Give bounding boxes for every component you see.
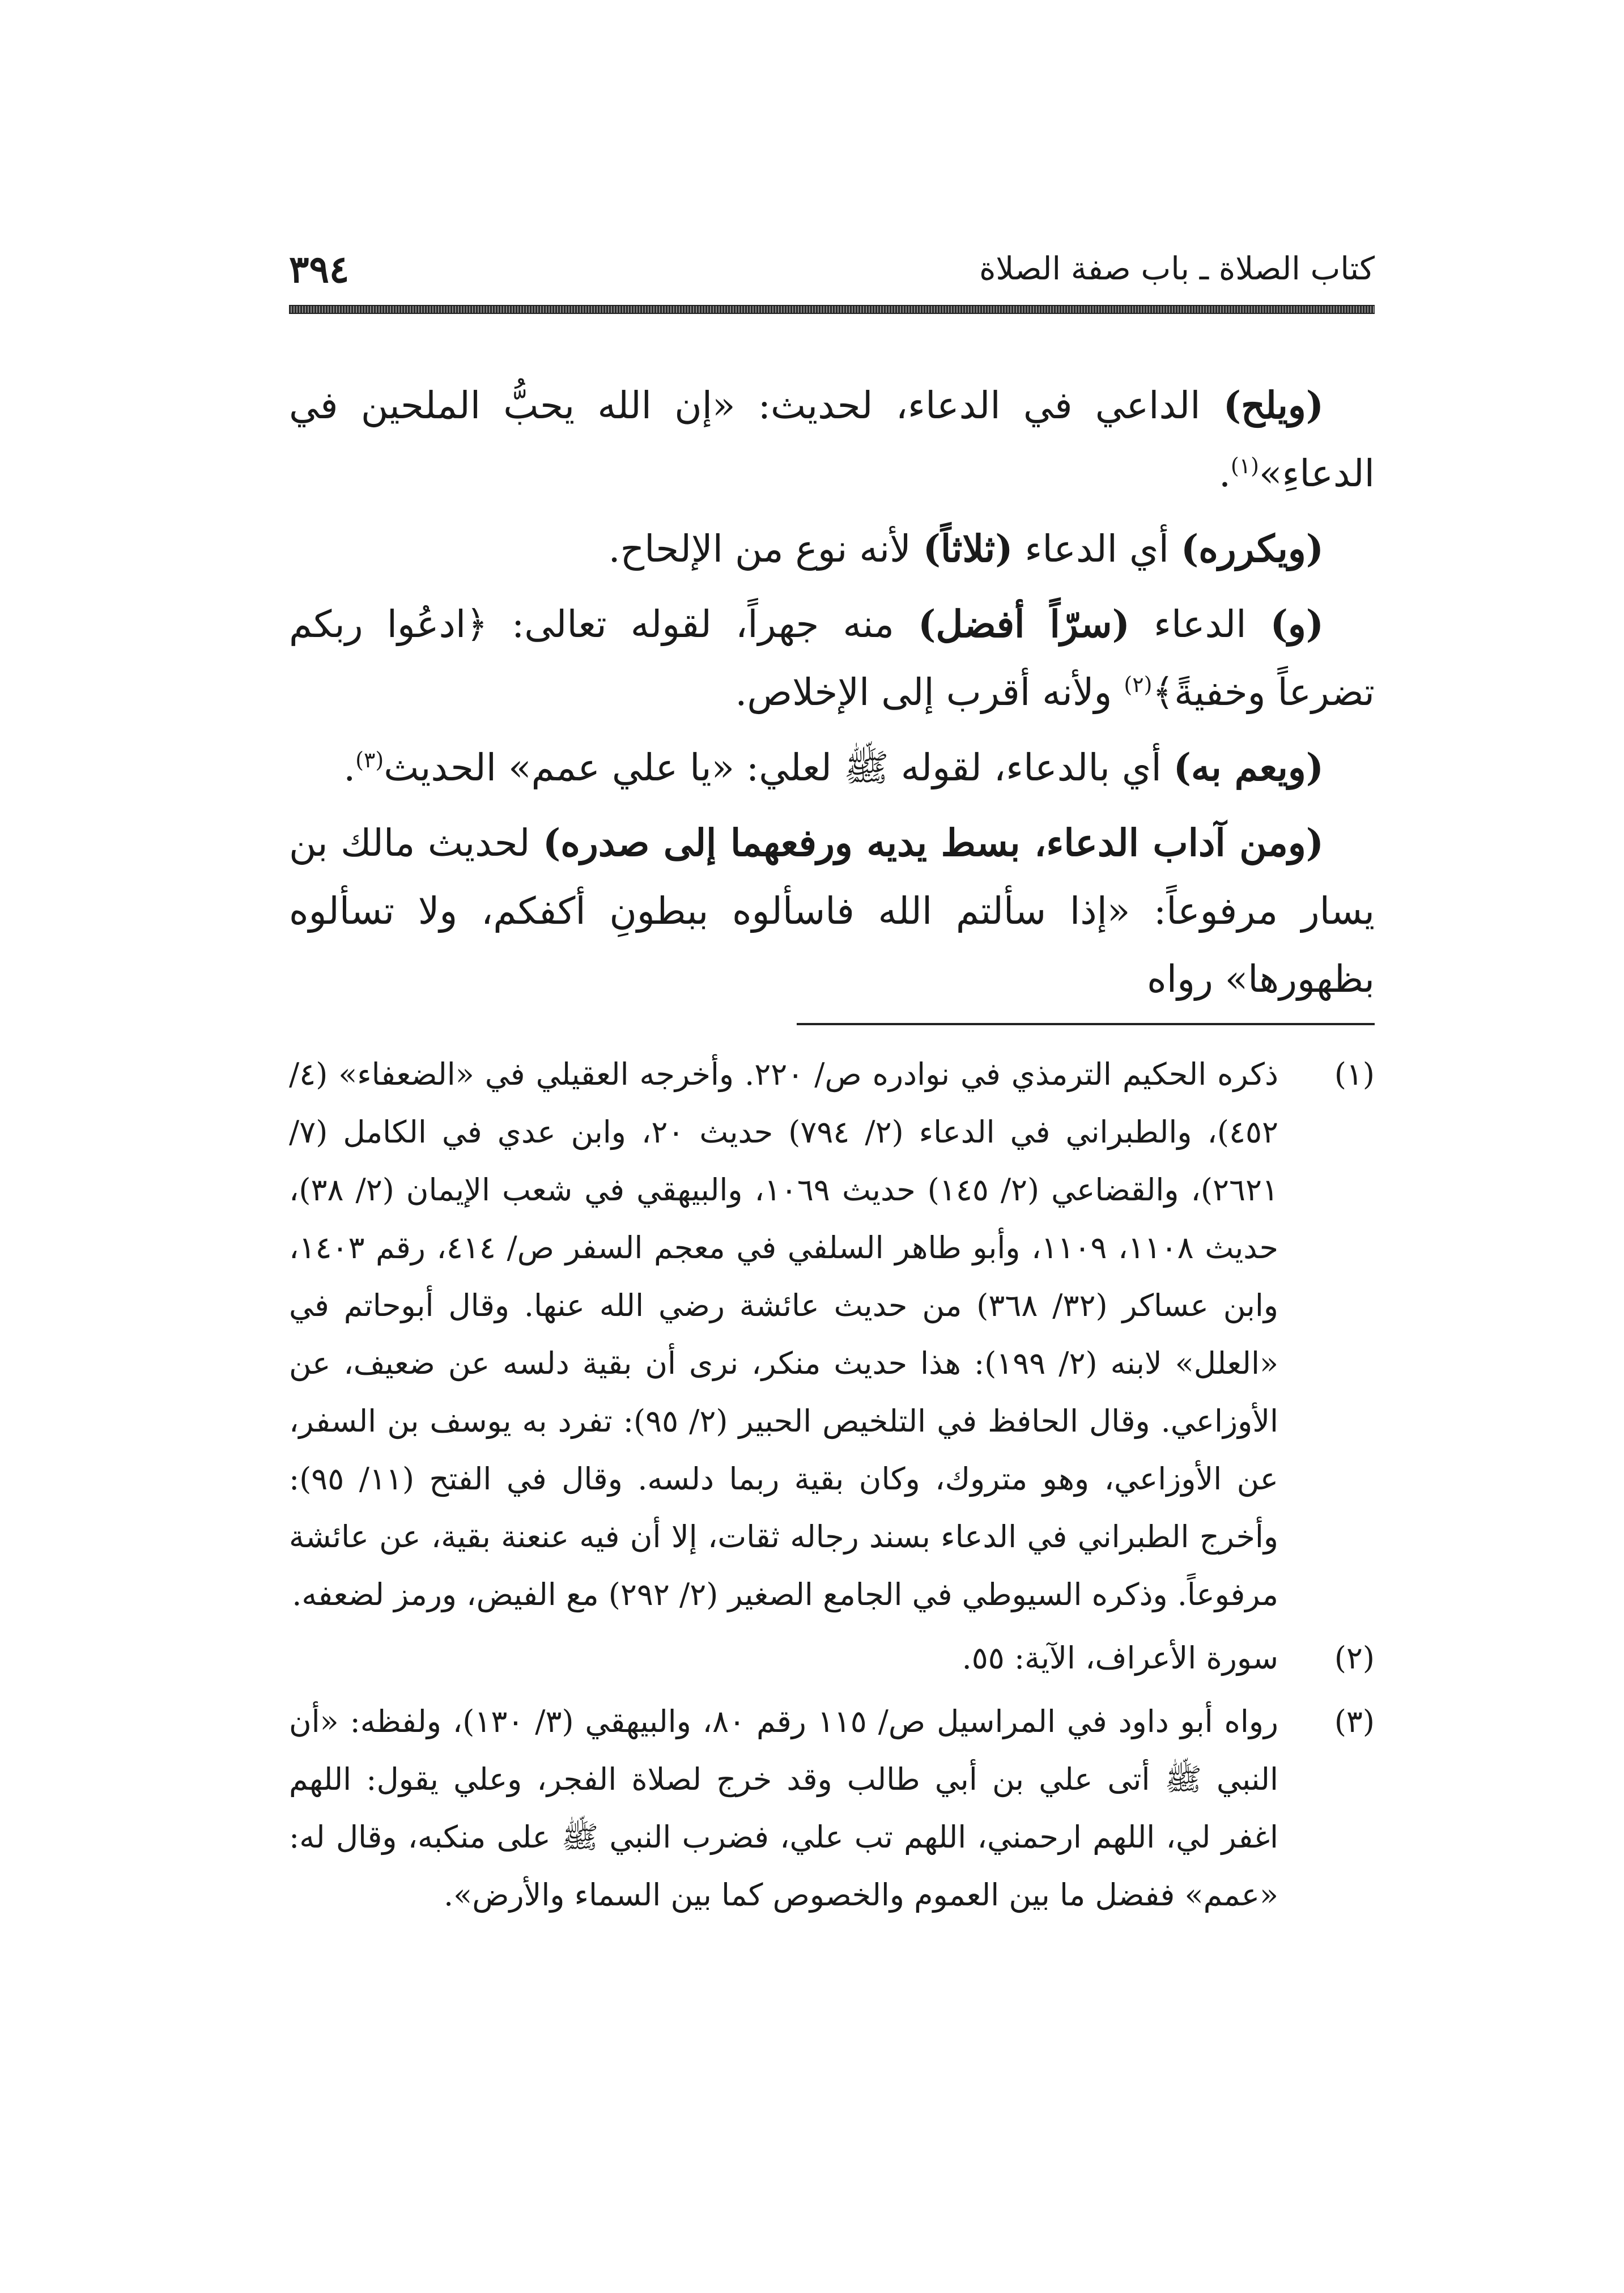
paragraph-3 [289, 590, 1375, 727]
matn-term: (ومن آداب الدعاء، بسط يديه ورفعهما إلى صدره) [543, 821, 1324, 865]
footnote-marker: (٣) [1334, 1704, 1375, 1739]
commentary-text: الداعي في الدعاء، لحديث: «إن الله يحبُّ الملحين في الدعاءِ» [289, 384, 1375, 495]
footnote-3 [289, 1693, 1375, 1924]
punctuation: . [343, 746, 356, 789]
matn-term: (و) [1270, 602, 1324, 646]
header-divider [289, 305, 1375, 314]
footnote-text: رواه أبو داود في المراسيل ص/ ١١٥ رقم ٨٠، والبيهقي (٣/ ١٣٠)، ولفظه: «أن النبي ﷺ أتى علي بن أبي طالب وقد خرج لصلاة الفجر، وعلي يقول: اللهم اغفر لي، اللهم ارحمني، اللهم تب علي، فضرب النبي ﷺ على منكبه، وقال له: «عمم» ففضل ما بين العموم والخصوص كما بين السماء والأرض». [289, 1704, 1279, 1913]
matn-term: (ويعم به) [1173, 745, 1324, 789]
footnote-ref-1[interactable]: (١) [1230, 453, 1259, 478]
matn-term: (سرّاً أفضل) [918, 602, 1130, 646]
footnote-ref-3[interactable]: (٣) [355, 748, 384, 772]
footnote-marker: (١) [1334, 1056, 1375, 1092]
page-header [289, 241, 1375, 298]
footnote-2 [289, 1629, 1375, 1687]
punctuation: . [1218, 452, 1231, 495]
main-text [289, 371, 1375, 1020]
footnote-separator [797, 1023, 1375, 1025]
commentary-text: منه جهراً، لقوله تعالى: ﴿ادعُوا ربكم تضرعاً وخفيةً﴾ [289, 602, 1375, 714]
commentary-text: لأنه نوع من الإلحاح. [608, 527, 923, 571]
footnotes [289, 1046, 1375, 1930]
matn-term: (ويكرره) [1180, 526, 1324, 571]
page-number: ٣٩٤ [289, 247, 350, 291]
footnote-text: سورة الأعراف، الآية: ٥٥. [962, 1640, 1278, 1676]
commentary-text: الدعاء [1129, 602, 1270, 646]
matn-term: (ثلاثاً) [922, 526, 1013, 571]
commentary-text: لحديث مالك بن يسار مرفوعاً: «إذا سألتم الله فاسألوه ببطونِ أكفكم، ولا تسألوه بظهورها» رواه [289, 821, 1375, 1001]
paragraph-2 [289, 515, 1375, 583]
paragraph-5 [289, 809, 1375, 1013]
footnote-ref-2[interactable]: (٢) [1124, 672, 1153, 697]
matn-term: (ويلح) [1223, 383, 1324, 427]
paragraph-1 [289, 371, 1375, 508]
footnote-marker: (٢) [1334, 1640, 1375, 1676]
commentary-text: أي بالدعاء، لقوله ﷺ لعلي: «يا علي عمم» الحديث [384, 746, 1174, 789]
paragraph-4 [289, 733, 1375, 802]
commentary-text: ولأنه أقرب إلى الإخلاص. [735, 670, 1124, 714]
footnote-1 [289, 1046, 1375, 1624]
running-title: كتاب الصلاة ـ باب صفة الصلاة [979, 250, 1375, 287]
footnote-text: ذكره الحكيم الترمذي في نوادره ص/ ٢٢٠. وأخرجه العقيلي في «الضعفاء» (٤/ ٤٥٢)، والطبراني في الدعاء (٢/ ٧٩٤) حديث ٢٠، وابن عدي في الكامل (٧/ ٢٦٢١)، والقضاعي (٢/ ١٤٥) حديث ١٠٦٩، والبيهقي في شعب الإيمان (٢/ ٣٨)، حديث ١١٠٨، ١١٠٩، وأبو طاهر السلفي في معجم السفر ص/ ٤١٤، رقم ١٤٠٣، وابن عساكر (٣٢/ ٣٦٨) من حديث عائشة رضي الله عنها. وقال أبوحاتم في «العلل» لابنه (٢/ ١٩٩): هذا حديث منكر، نرى أن بقية دلسه عن ضعيف، عن الأوزاعي. وقال الحافظ في التلخيص الحبير (٢/ ٩٥): تفرد به يوسف بن السفر، عن الأوزاعي، وهو متروك، وكان بقية ربما دلسه. وقال في الفتح (١١/ ٩٥): وأخرج الطبراني في الدعاء بسند رجاله ثقات، إلا أن فيه عنعنة بقية، عن عائشة مرفوعاً. وذكره السيوطي في الجامع الصغير (٢/ ٢٩٢) مع الفيض، ورمز لضعفه. [289, 1056, 1279, 1612]
commentary-text: أي الدعاء [1013, 527, 1181, 571]
